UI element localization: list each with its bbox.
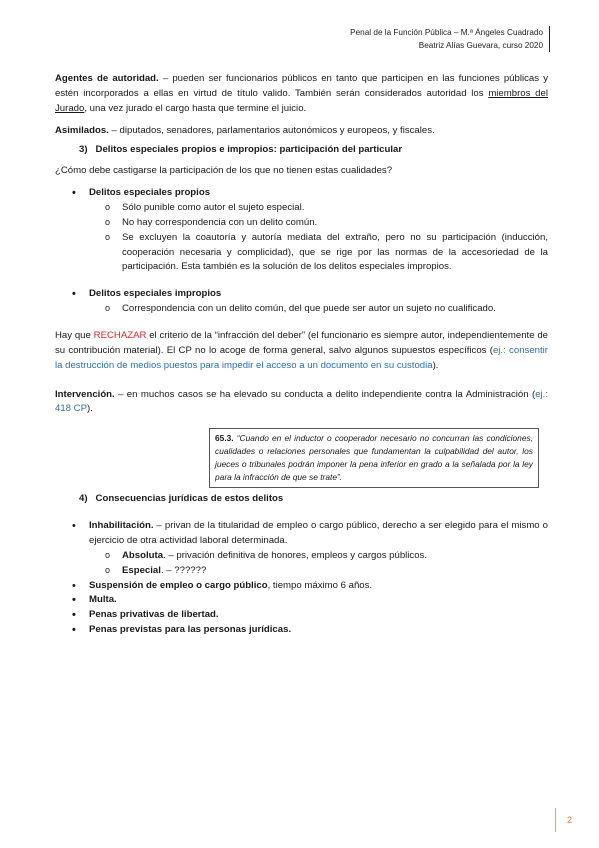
- agentes-text-1: – pueden ser funcionarios públicos en tanto que participen en las funciones públicas y estén incorporados a ellas en virtud de título valido. También serán considerados autoridad los: [55, 73, 548, 99]
- agentes-text-2: , una vez jurado el cargo hasta que termine el juicio.: [84, 102, 307, 114]
- page-header: [350, 26, 550, 52]
- section-4-title: Consecuencias jurídicas de estos delitos: [95, 493, 284, 505]
- page-content: [55, 72, 548, 638]
- suspension-text: , tiempo máximo 6 años.: [267, 579, 373, 591]
- intervencion-title: Intervención.: [55, 388, 115, 400]
- section-3-title: Delitos especiales propios e impropios: participación del particular: [95, 144, 403, 156]
- inhabilitacion-item: [55, 519, 548, 549]
- propios-item-3: o Se excluyen la coautoría y autoría mediata del extraño, pero no su participación (inducción, cooperación necesaria y complicidad), que se rige por las normas de la accesoriedad de la participación. Esta también es la solución de los delitos especiales impropios.: [55, 231, 548, 276]
- impropios-item-1: o Correspondencia con un delito común, del que puede ser autor un sujeto no cualificado.: [55, 302, 548, 317]
- jurado-link: miembros del Jurado: [55, 87, 548, 114]
- intervencion-text: – en muchos casos se ha elevado su conducta a delito independiente contra la Administración (: [114, 388, 536, 400]
- agentes-title: Agentes de autoridad.: [55, 73, 159, 84]
- asimilados-title: Asimilados.: [55, 124, 109, 136]
- header-line-2: Beatriz Alías Guevara, curso 2020: [418, 41, 543, 50]
- multa-item: • Multa.: [55, 593, 548, 608]
- inhabilitacion-text: – privan de la titularidad de empleo o cargo público, derecho a ser elegido para el mismo o ejercicio de otra actividad laboral determinada.: [89, 520, 548, 547]
- question-paragraph: ¿Cómo debe castigarse la participación de los que no tienen estas cualidades?: [55, 165, 393, 177]
- absoluta-item: [55, 549, 548, 564]
- section-4-number: 4): [79, 493, 88, 505]
- section-3-number: 3): [79, 144, 88, 156]
- especial-item: [55, 564, 548, 579]
- rechazar-paragraph: [55, 329, 548, 374]
- absoluta-text: . – privación definitiva de honores, empleos y cargos públicos.: [163, 549, 428, 561]
- page-number: 2: [555, 808, 572, 832]
- inhabilitacion-title: Inhabilitación.: [89, 520, 154, 532]
- propios-title: • Delitos especiales propios: [55, 186, 548, 201]
- absoluta-title: Absoluta: [122, 549, 164, 561]
- suspension-title: Suspensión de empleo o cargo público: [89, 579, 268, 591]
- rechazar-text-3: ).: [432, 359, 439, 371]
- agentes-paragraph: [55, 72, 548, 117]
- asimilados-text: – diputados, senadores, parlamentarios autonómicos y europeos, y fiscales.: [108, 124, 435, 136]
- penas-juridicas-item: • Penas previstas para las personas jurídicas.: [55, 623, 548, 638]
- intervencion-end: ).: [87, 403, 93, 415]
- consecuencias-list: [55, 519, 548, 638]
- rechazar-example: ej.: consentir la destrucción de medios puestos para impedir el acceso a un documento en su custodia: [55, 344, 548, 371]
- asimilados-paragraph: [55, 124, 548, 139]
- especial-title: Especial: [122, 564, 161, 576]
- rechazar-keyword: RECHAZAR: [93, 330, 147, 342]
- impropios-list: [55, 287, 548, 317]
- propios-item-2: o No hay correspondencia con un delito común.: [55, 216, 548, 231]
- propios-item-1: o Sólo punible como autor el sujeto especial.: [55, 201, 548, 216]
- suspension-item: [55, 579, 548, 594]
- section-4-heading: [55, 492, 548, 507]
- especial-text: . – ??????: [160, 564, 207, 576]
- header-line-1: Penal de la Función Pública – M.ª Ángeles Cuadrado: [350, 28, 543, 37]
- impropios-title: • Delitos especiales impropios: [55, 287, 548, 302]
- penas-privativas-item: • Penas privativas de libertad.: [55, 608, 548, 623]
- rechazar-text-1: Hay que: [55, 330, 94, 342]
- article-quote: “Cuando en el inductor o cooperador necesario no concurran las condiciones, cualidades o relaciones personales que fundamentan la culpabilidad del autor, los jueces o tribunales podrán imponer la pena inferior en grado a la señalada por la ley para la infracción de que se trate”.: [215, 433, 533, 482]
- propios-list: [55, 186, 548, 275]
- section-3-heading: [55, 143, 548, 158]
- intervencion-example: ej.: 418 CP: [55, 388, 548, 415]
- intervencion-paragraph: [55, 388, 548, 418]
- rechazar-text-2: el criterio de la “infracción del deber” (el funcionario es siempre autor, independientemente de su contribución material). El CP no lo acoge de forma general, salvo algunos supuestos específicos (: [55, 330, 549, 356]
- article-65-3-box: [209, 428, 539, 488]
- article-number: 65.3.: [215, 433, 234, 443]
